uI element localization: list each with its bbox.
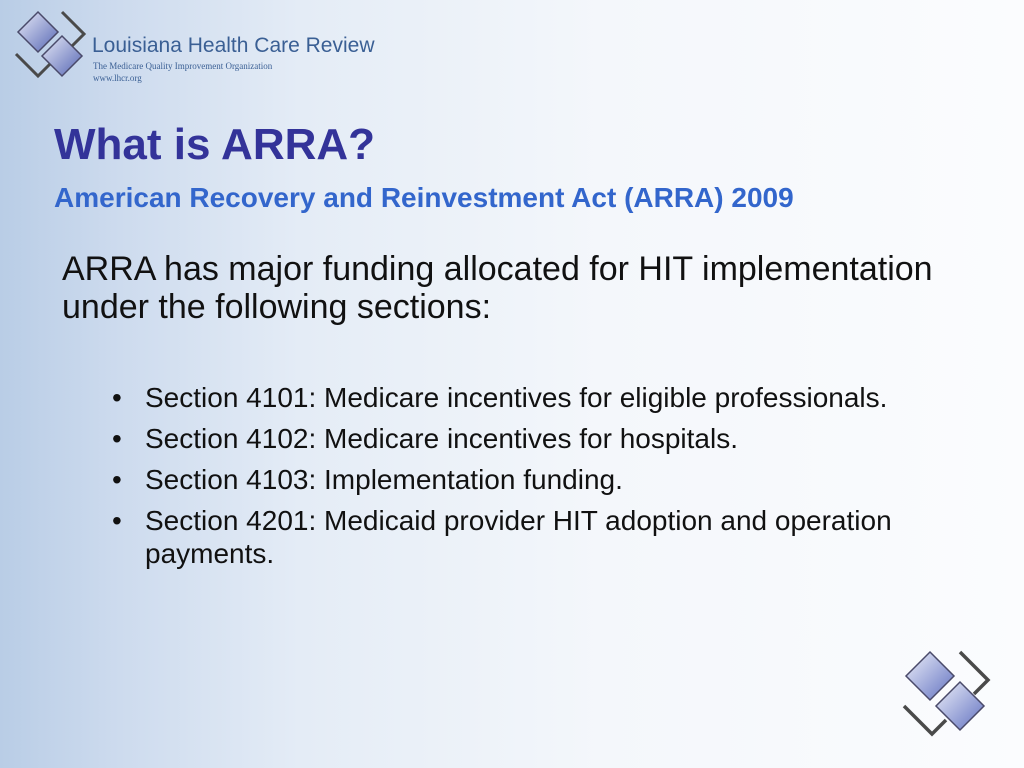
bullet-item [112, 381, 932, 414]
corner-diamond-icon [896, 648, 996, 748]
bullet-dot: • [112, 505, 122, 536]
intro-text: ARRA has major funding allocated for HIT implementation under the following sections: [62, 250, 933, 326]
slide-title: What is ARRA? [54, 120, 376, 169]
bullet-list [112, 381, 932, 578]
bullet-item [112, 504, 932, 570]
bullet-text: Section 4201: Medicaid provider HIT adoption and operation payments. [145, 505, 892, 569]
bullet-dot: • [112, 423, 122, 454]
org-name: Louisiana Health Care Review [92, 34, 375, 57]
bullet-text: Section 4101: Medicare incentives for eligible professionals. [145, 382, 888, 413]
slide-subtitle: American Recovery and Reinvestment Act (ARRA) 2009 [54, 182, 794, 213]
org-tagline: The Medicare Quality Improvement Organization [93, 61, 273, 71]
bullet-dot: • [112, 464, 122, 495]
bullet-text: Section 4103: Implementation funding. [145, 464, 623, 495]
bullet-text: Section 4102: Medicare incentives for hospitals. [145, 423, 738, 454]
bullet-item [112, 422, 932, 455]
org-url[interactable]: www.lhcr.org [93, 73, 142, 83]
bullet-item [112, 463, 932, 496]
diamond-logo-icon [10, 8, 90, 88]
bullet-dot: • [112, 382, 122, 413]
